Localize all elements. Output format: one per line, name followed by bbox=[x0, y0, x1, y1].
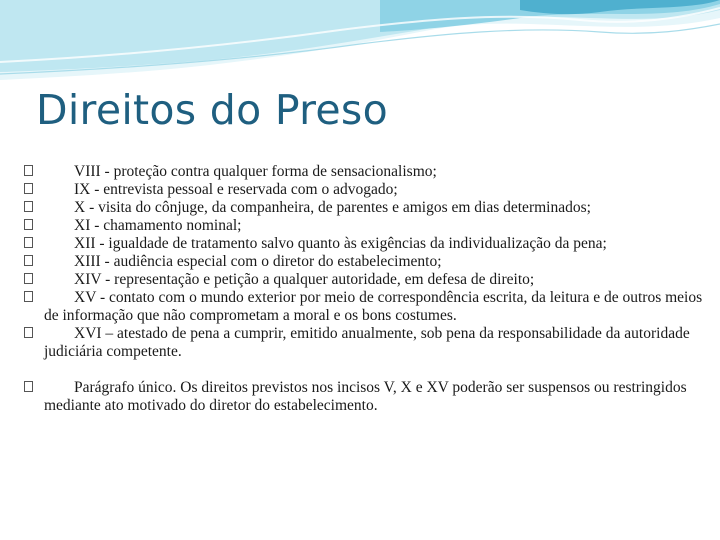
list-item-text: X - visita do cônjuge, da companheira, de parentes e amigos em dias determinados; bbox=[74, 199, 591, 216]
list-item-text: XVI – atestado de pena a cumprir, emitido anualmente, sob pena da responsabilidade da autoridade judiciária competente. bbox=[44, 325, 690, 360]
bullet-icon bbox=[24, 201, 33, 212]
list-item-text: XV - contato com o mundo exterior por meio de correspondência escrita, da leitura e de outros meios de informação que não comprometam a moral e os bons costumes. bbox=[44, 289, 703, 324]
list-item-text: IX - entrevista pessoal e reservada com o advogado; bbox=[74, 181, 398, 198]
list-item-text: XIV - representação e petição a qualquer autoridade, em defesa de direito; bbox=[74, 271, 535, 288]
list-item-text: XII - igualdade de tratamento salvo quanto às exigências da individualização da pena; bbox=[74, 235, 607, 252]
bullet-icon bbox=[24, 327, 33, 338]
list-item bbox=[24, 253, 704, 271]
list-item bbox=[24, 181, 704, 199]
bullet-icon bbox=[24, 219, 33, 230]
decorative-wave-header bbox=[0, 0, 720, 90]
bullet-icon bbox=[24, 183, 33, 194]
bullet-icon bbox=[24, 291, 33, 302]
page-title: Direitos do Preso bbox=[36, 86, 388, 134]
list-item bbox=[24, 271, 704, 289]
list-item bbox=[24, 289, 704, 325]
bullet-icon bbox=[24, 237, 33, 248]
list-item-text: Parágrafo único. Os direitos previstos nos incisos V, X e XV poderão ser suspensos ou restringidos mediante ato motivado do diretor do estabelecimento. bbox=[44, 379, 687, 414]
list-item-paragraph bbox=[24, 379, 704, 415]
bullet-icon bbox=[24, 381, 33, 392]
list-item bbox=[24, 325, 704, 361]
bullet-icon bbox=[24, 255, 33, 266]
list-item-text: VIII - proteção contra qualquer forma de sensacionalismo; bbox=[74, 163, 437, 180]
rights-list bbox=[24, 163, 704, 415]
bullet-icon bbox=[24, 165, 33, 176]
bullet-icon bbox=[24, 273, 33, 284]
list-item bbox=[24, 163, 704, 181]
list-item-text: XIII - audiência especial com o diretor do estabelecimento; bbox=[74, 253, 442, 270]
list-item-text: XI - chamamento nominal; bbox=[74, 217, 242, 234]
list-item bbox=[24, 235, 704, 253]
list-item bbox=[24, 199, 704, 217]
list-item bbox=[24, 217, 704, 235]
